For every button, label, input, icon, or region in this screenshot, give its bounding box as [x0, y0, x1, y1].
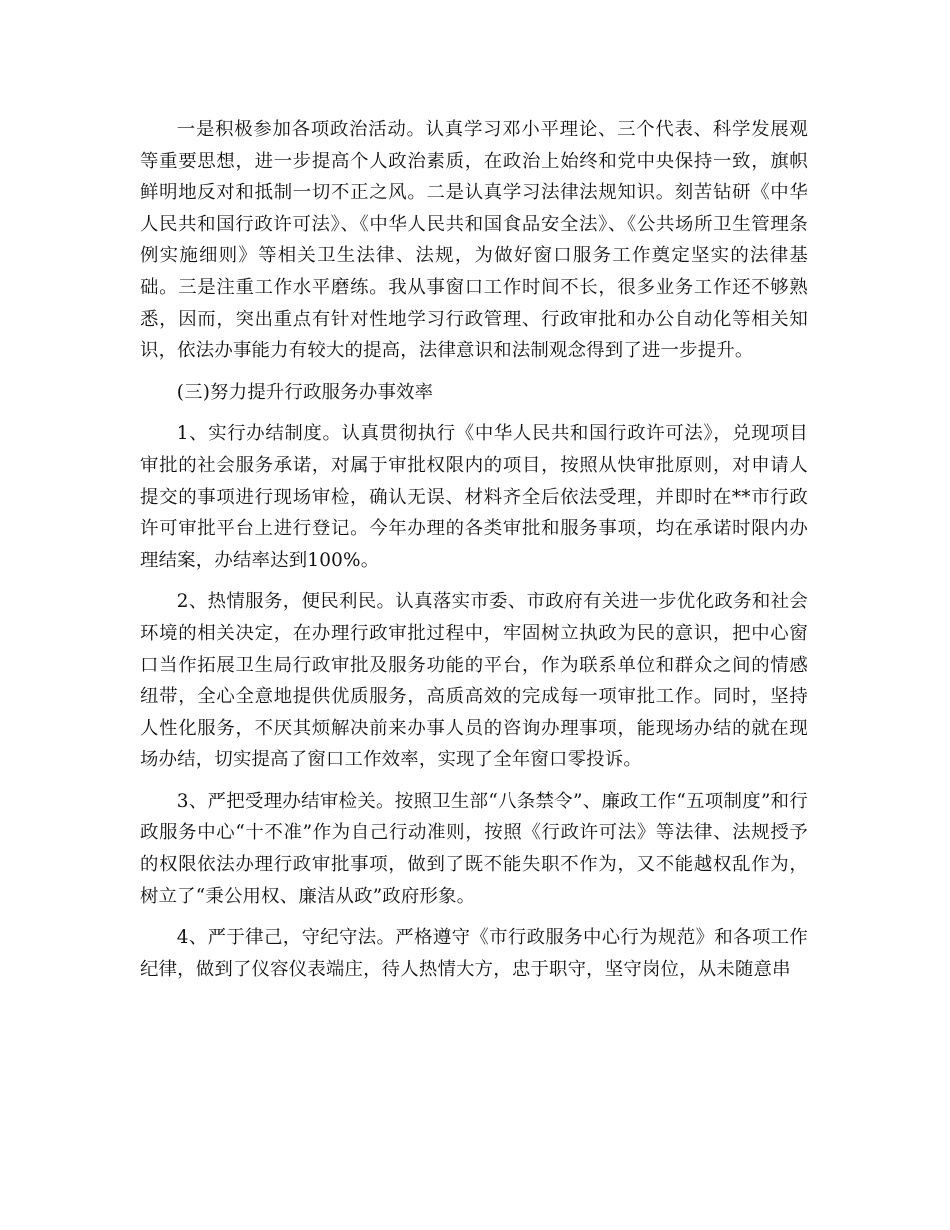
paragraph-warm-service: 2、热情服务，便民利民。认真落实市委、市政府有关进一步优化政务和社会环境的相关决定，在办理行政审批过程中，牢固树立执政为民的意识，把中心窗口当作拓展卫生局行政审批及服务功能的平台，作为联系单位和群众之间的情感纽带，全心全意地提供优质服务，高质高效的完成每一项审批工作。同时，坚持人性化服务，不厌其烦解决前来办事人员的咨询办理事项，能现场办结的就在现场办结，切实提高了窗口工作效率，实现了全年窗口零投诉。 — [140, 591, 808, 771]
paragraph-completion-system: 1、实行办结制度。认真贯彻执行《中华人民共和国行政许可法》，兑现项目审批的社会服务承诺，对属于审批权限内的项目，按照从快审批原则，对申请人提交的事项进行现场审检，确认无误、材料齐全后依法受理，并即时在**市行政许可审批平台上进行登记。今年办理的各类审批和服务事项，均在承诺时限内办理结案，办结率达到100%。 — [140, 423, 808, 571]
paragraph-self-discipline: 4、严于律己，守纪守法。严格遵守《市行政服务中心行为规范》和各项工作纪律，做到了仪容仪表端庄，待人热情大方，忠于职守，坚守岗位，从未随意串 — [140, 927, 808, 980]
paragraph-strict-review: 3、严把受理办结审检关。按照卫生部“八条禁令”、廉政工作“五项制度”和行政服务中心“十不准”作为自己行动准则，按照《行政许可法》等法律、法规授予的权限依法办理行政审批事项，做到了既不能失职不作为，又不能越权乱作为，树立了“秉公用权、廉洁从政”政府形象。 — [140, 790, 808, 907]
document-page — [140, 114, 808, 995]
section-heading-efficiency: (三)努力提升行政服务办事效率 — [176, 381, 434, 403]
paragraph-study-activities: 一是积极参加各项政治活动。认真学习邓小平理论、三个代表、科学发展观等重要思想，进一步提高个人政治素质，在政治上始终和党中央保持一致，旗帜鲜明地反对和抵制一切不正之风。二是认真学习法律法规知识。刻苦钻研《中华人民共和国行政许可法》、《中华人民共和国食品安全法》、《公共场所卫生管理条例实施细则》等相关卫生法律、法规，为做好窗口服务工作奠定坚实的法律基础。三是注重工作水平磨练。我从事窗口工作时间不长，很多业务工作还不够熟悉，因而，突出重点有针对性地学习行政管理、行政审批和办公自动化等相关知识，依法办事能力有较大的提高，法律意识和法制观念得到了进一步提升。 — [140, 119, 808, 362]
